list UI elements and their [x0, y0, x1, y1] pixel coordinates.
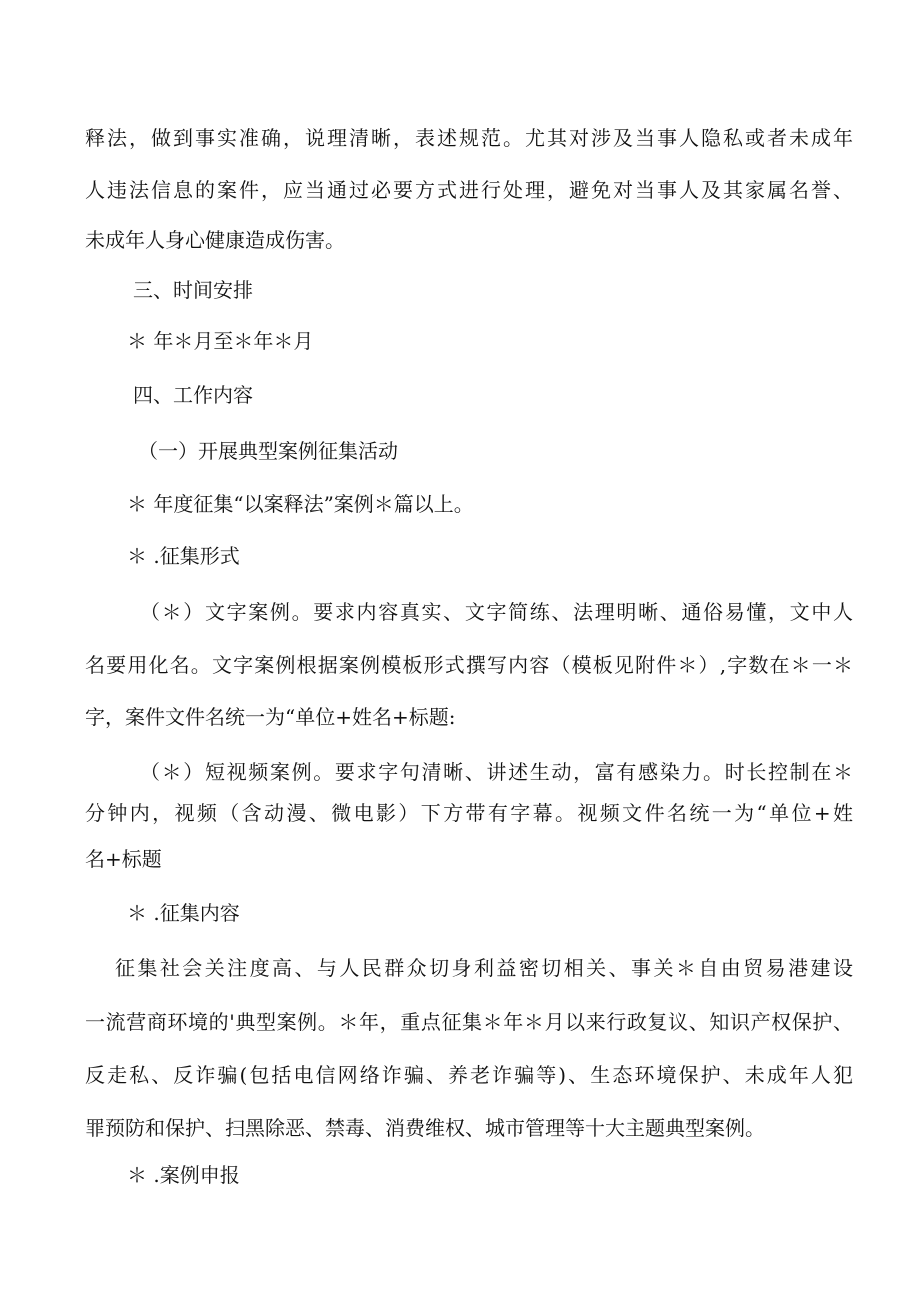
- body-text-line: （＊）文字案例。要求内容真实、文字简练、法理明晰、通俗易懂，文中人: [140, 600, 853, 624]
- item-heading: ＊ .征集形式: [127, 544, 240, 568]
- item-heading: ＊ .案例申报: [127, 1163, 240, 1187]
- item-heading: ＊ .征集内容: [127, 901, 240, 925]
- body-text-line: 释法，做到事实准确，说理清晰，表述规范。尤其对涉及当事人隐私或者未成年: [85, 126, 853, 150]
- section-heading: 三、时间安排: [133, 278, 253, 302]
- body-text-line: 罪预防和保护、扫黑除恶、禁毒、消费维权、城市管理等十大主题典型案例。: [85, 1116, 765, 1140]
- section-heading: 四、工作内容: [133, 383, 253, 407]
- body-text-line: ＊ 年度征集“以案释法”案例＊篇以上。: [127, 492, 474, 516]
- body-text-line: 分钟内，视频（含动漫、微电影）下方带有字幕。视频文件名统一为“单位+姓: [85, 801, 853, 825]
- body-text-line: ＊ 年＊月至＊年＊月: [127, 329, 314, 353]
- body-text-line: 一流营商环境的'典型案例。＊年，重点征集＊年＊月以来行政复议、知识产权保护、: [85, 1010, 853, 1034]
- body-text-line: 人违法信息的案件，应当通过必要方式进行处理，避免对当事人及其家属名誉、: [85, 178, 853, 202]
- body-text-line: 名要用化名。文字案例根据案例模板形式撰写内容（模板见附件＊）,字数在＊一＊: [85, 653, 853, 677]
- body-text-line: 字，案件文件名统一为“单位+姓名+标题:: [85, 705, 456, 729]
- body-text-line: 名+标题: [85, 847, 162, 871]
- body-text-line: （＊）短视频案例。要求字句清晰、讲述生动，富有感染力。时长控制在＊: [140, 760, 853, 784]
- body-text-line: 未成年人身心健康造成伤害。: [85, 228, 345, 252]
- body-text-line: 反走私、反诈骗(包括电信网络诈骗、养老诈骗等)、生态环境保护、未成年人犯: [85, 1063, 853, 1087]
- body-text-line: 征集社会关注度高、与人民群众切身利益密切相关、事关＊自由贸易港建设: [115, 956, 853, 980]
- subsection-heading: （一）开展典型案例征集活动: [138, 439, 398, 463]
